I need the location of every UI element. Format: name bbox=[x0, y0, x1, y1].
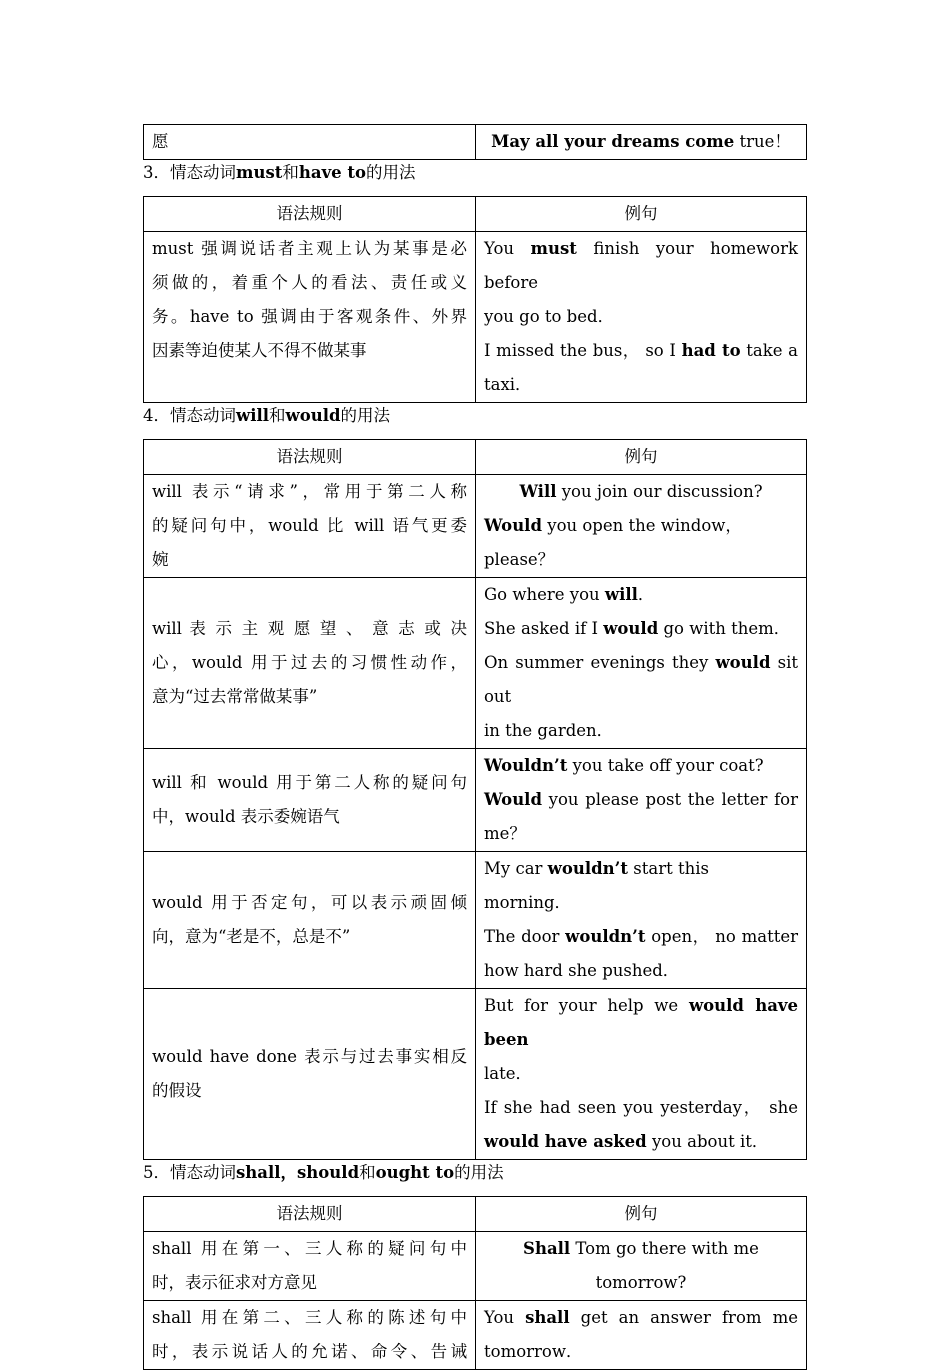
section-heading-3 bbox=[143, 160, 807, 196]
example-line: You must finish your homework before bbox=[484, 239, 798, 292]
header-rule: 语法规则 bbox=[144, 197, 476, 232]
rule-line: 务。have to 强调由于客观条件、外界 bbox=[152, 307, 467, 326]
example-line: If she had seen you yesterday， she bbox=[484, 1098, 798, 1117]
rule-line: shall 用在第二、三人称的陈述句中 bbox=[152, 1308, 467, 1327]
rule-line: 时，表示征求对方意见 bbox=[152, 1273, 317, 1292]
example-cell bbox=[476, 578, 807, 749]
table-row bbox=[144, 749, 807, 852]
example-line: you go to bed． bbox=[484, 307, 615, 326]
rule-line: shall 用在第一、三人称的疑问句中 bbox=[152, 1239, 467, 1258]
rule-line: 意为“过去常常做某事” bbox=[152, 687, 318, 706]
section-text: 情态动词 bbox=[170, 163, 236, 182]
table-row bbox=[144, 578, 807, 749]
rule-cell bbox=[144, 475, 476, 578]
example-line: I missed the bus， so I had to take a bbox=[484, 341, 798, 360]
section-text: 的用法 bbox=[454, 1163, 504, 1182]
header-example: 例句 bbox=[476, 197, 807, 232]
rule-line: 因素等迫使某人不得不做某事 bbox=[152, 341, 367, 360]
section-text: 和 bbox=[359, 1163, 376, 1182]
example-line: in the garden． bbox=[484, 721, 614, 740]
table-row bbox=[144, 852, 807, 989]
table-row bbox=[144, 125, 807, 160]
section-number: 3． bbox=[143, 163, 170, 182]
section-heading-4 bbox=[143, 403, 807, 439]
section-text: 的用法 bbox=[366, 163, 416, 182]
example-cell bbox=[476, 1301, 807, 1370]
example-text: true！ bbox=[734, 132, 791, 151]
example-line: taxi． bbox=[484, 375, 532, 394]
example-line: Will you join our discussion? bbox=[519, 482, 763, 501]
bold-text: May all your dreams come bbox=[491, 132, 735, 151]
example-cell bbox=[476, 232, 807, 403]
section-keyword: have to bbox=[298, 163, 367, 182]
section-heading-5 bbox=[143, 1160, 807, 1196]
table-will-would bbox=[143, 439, 807, 1160]
example-line: The door wouldn’t open， no matter bbox=[484, 927, 798, 946]
section-text: 情态动词 bbox=[170, 406, 236, 425]
rule-line: 心，would 用于过去的习惯性动作， bbox=[152, 653, 467, 672]
table-header-row bbox=[144, 1197, 807, 1232]
example-line: Wouldn’t you take off your coat? bbox=[484, 756, 764, 775]
rule-cell bbox=[144, 232, 476, 403]
rule-cell bbox=[144, 578, 476, 749]
rule-cell bbox=[144, 1301, 476, 1370]
rule-line: would 用于否定句，可以表示顽固倾 bbox=[152, 893, 467, 912]
section-keyword: must bbox=[236, 163, 283, 182]
rule-line: will 表示“请求”，常用于第二人称 bbox=[152, 482, 467, 501]
table-row bbox=[144, 475, 807, 578]
section-keyword: ought to bbox=[375, 1163, 455, 1182]
bold-text: Shall bbox=[523, 1239, 571, 1258]
header-rule: 语法规则 bbox=[144, 1197, 476, 1232]
rule-line: would have done 表示与过去事实相反 bbox=[152, 1047, 467, 1066]
rule-line: will 和 would 用于第二人称的疑问句 bbox=[152, 773, 467, 792]
rule-cell: 愿 bbox=[144, 125, 476, 160]
example-line: tomorrow． bbox=[484, 1342, 583, 1361]
example-line: late． bbox=[484, 1064, 533, 1083]
example-line: Go where you will． bbox=[484, 585, 655, 604]
example-line: Would you open the window，please？ bbox=[484, 516, 742, 569]
example-line: Would you please post the letter for bbox=[484, 790, 798, 809]
table-must-have-to bbox=[143, 196, 807, 403]
table-row bbox=[144, 1301, 807, 1370]
rule-cell bbox=[144, 749, 476, 852]
example-cell bbox=[476, 989, 807, 1160]
example-line: But for your help we would have been bbox=[484, 996, 798, 1049]
example-cell bbox=[476, 749, 807, 852]
example-line: You shall get an answer from me bbox=[484, 1308, 798, 1327]
table-row bbox=[144, 989, 807, 1160]
table-continued bbox=[143, 124, 807, 160]
section-text: 的用法 bbox=[340, 406, 391, 425]
header-rule: 语法规则 bbox=[144, 440, 476, 475]
section-keyword: will bbox=[236, 406, 270, 425]
example-cell bbox=[476, 475, 807, 578]
example-line: My car wouldn’t start this morning． bbox=[484, 859, 709, 912]
rule-line: will 表 示 主 观 愿 望 、 意 志 或 决 bbox=[152, 619, 467, 638]
example-line: would have asked you about it． bbox=[484, 1132, 769, 1151]
table-row bbox=[144, 232, 807, 403]
table-row bbox=[144, 1232, 807, 1301]
section-text: 和 bbox=[269, 406, 286, 425]
rule-line: 时，表示说话人的允诺、命令、告诫 bbox=[152, 1342, 467, 1361]
section-number: 5． bbox=[143, 1163, 170, 1182]
rule-cell bbox=[144, 852, 476, 989]
rule-cell bbox=[144, 989, 476, 1160]
example-cell bbox=[476, 125, 807, 160]
example-line: me？ bbox=[484, 824, 526, 843]
rule-line: 的假设 bbox=[152, 1081, 202, 1100]
header-example: 例句 bbox=[476, 440, 807, 475]
rule-line: must 强调说话者主观上认为某事是必 bbox=[152, 239, 467, 258]
table-header-row bbox=[144, 440, 807, 475]
example-cell bbox=[476, 1232, 807, 1301]
header-example: 例句 bbox=[476, 1197, 807, 1232]
section-keyword: would bbox=[285, 406, 341, 425]
example-cell bbox=[476, 852, 807, 989]
example-line: On summer evenings they would sit out bbox=[484, 653, 798, 706]
example-text: Tom go there with me tomorrow? bbox=[570, 1239, 759, 1292]
example-line: She asked if I would go with them． bbox=[484, 619, 791, 638]
rule-line: 的疑问句中，would 比 will 语气更委 bbox=[152, 516, 467, 535]
section-keyword: shall，should bbox=[236, 1163, 360, 1182]
rule-line: 须做的，着重个人的看法、责任或义 bbox=[152, 273, 467, 292]
table-header-row bbox=[144, 197, 807, 232]
section-text: 和 bbox=[282, 163, 299, 182]
rule-line: 中，would 表示委婉语气 bbox=[152, 807, 340, 826]
rule-line: 向，意为“老是不，总是不” bbox=[152, 927, 351, 946]
section-text: 情态动词 bbox=[170, 1163, 236, 1182]
rule-line: 婉 bbox=[152, 550, 169, 569]
rule-cell bbox=[144, 1232, 476, 1301]
example-line: how hard she pushed． bbox=[484, 961, 680, 980]
section-number: 4． bbox=[143, 406, 170, 425]
document-page bbox=[143, 124, 807, 1370]
